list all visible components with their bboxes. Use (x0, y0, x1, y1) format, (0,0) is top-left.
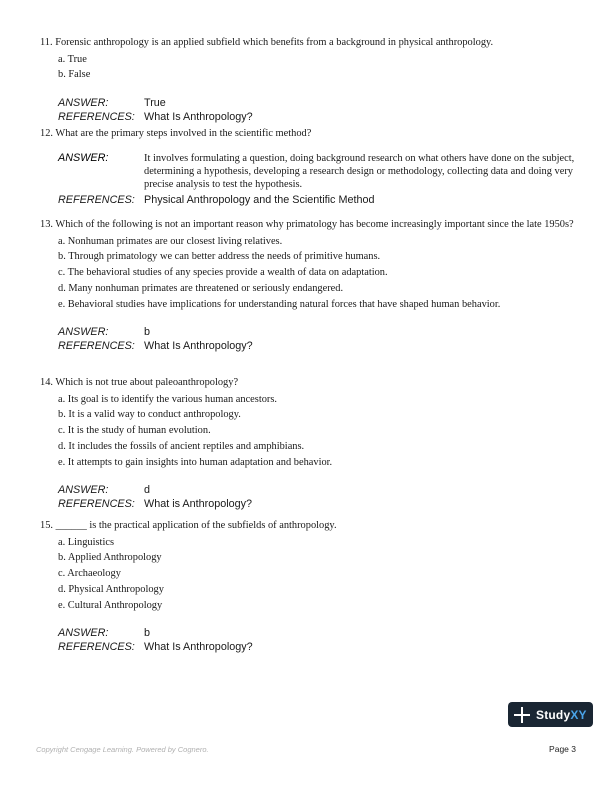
question-15 (40, 520, 580, 654)
answer-row (40, 626, 580, 640)
answer-value: b (144, 326, 151, 339)
answer-label: ANSWER: (58, 326, 109, 339)
answer-value: b (144, 627, 151, 640)
question-stem: 14. Which is not true about paleoanthropology? (40, 377, 239, 388)
question-11 (40, 37, 580, 124)
question-stem: 12. What are the primary steps involved in the scientific method? (40, 128, 312, 139)
answer-row (40, 152, 580, 191)
answer-value: True (144, 96, 166, 109)
answer-row (40, 325, 580, 339)
option-e: e. It attempts to gain insights into human adaptation and behavior. (58, 456, 333, 468)
references-value: What Is Anthropology? (144, 110, 253, 123)
option-a: a. Its goal is to identify the various human ancestors. (58, 393, 278, 405)
question-14 (40, 377, 580, 511)
option-b: b. Applied Anthropology (58, 552, 162, 564)
references-value: Physical Anthropology and the Scientific Method (144, 193, 375, 206)
option-c: c. It is the study of human evolution. (58, 425, 211, 437)
option-d: d. Physical Anthropology (58, 583, 164, 595)
option-a: a. Nonhuman primates are our closest living relatives. (58, 235, 283, 247)
option-e: e. Cultural Anthropology (58, 599, 163, 611)
answer-row (40, 96, 580, 110)
answer-row (40, 483, 580, 497)
question-stem: 15. ______ is the practical application of the subfields of anthropology. (40, 520, 337, 531)
answer-label: ANSWER: (58, 96, 109, 109)
references-value: What Is Anthropology? (144, 340, 253, 353)
page-number: Page 3 (549, 744, 576, 754)
plus-icon (514, 707, 530, 723)
option-c: c. Archaeology (58, 568, 121, 580)
question-stem: 11. Forensic anthropology is an applied subfield which benefits from a background in physical anthropology. (40, 37, 494, 48)
option-b: b. Through primatology we can better address the needs of primitive humans. (58, 251, 381, 263)
references-label: REFERENCES: (58, 193, 135, 206)
question-stem: 13. Which of the following is not an important reason why primatology has become increasingly important since the late 1950s? (40, 219, 574, 230)
question-12 (40, 128, 580, 207)
answer-label: ANSWER: (58, 151, 109, 164)
option-d: d. It includes the fossils of ancient reptiles and amphibians. (58, 440, 305, 452)
references-row (40, 640, 580, 654)
references-row (40, 339, 580, 353)
option-c: c. The behavioral studies of any species provide a wealth of data on adaptation. (58, 267, 388, 279)
references-label: REFERENCES: (58, 340, 135, 353)
references-label: REFERENCES: (58, 110, 135, 123)
badge-brand: StudyXY (536, 707, 587, 722)
option-d: d. Many nonhuman primates are threatened or seriously endangered. (58, 282, 344, 294)
answer-label: ANSWER: (58, 627, 109, 640)
answer-value: d (144, 484, 151, 497)
studyxy-badge[interactable] (508, 702, 593, 727)
copyright-footer: Copyright Cengage Learning. Powered by Cognero. (36, 745, 209, 754)
option-e: e. Behavioral studies have implications for understanding natural forces that have shaped human behavior. (58, 298, 501, 310)
answer-value: It involves formulating a question, doing background research on what others have done on the subject, determining a hypothesis, developing a research design or methodology, collecting data and doing very precise analysis to test the hypothesis. (144, 152, 575, 190)
option-b: b. It is a valid way to conduct anthropology. (58, 409, 241, 421)
references-label: REFERENCES: (58, 498, 135, 511)
references-row (40, 497, 580, 511)
answer-label: ANSWER: (58, 484, 109, 497)
option-a: a. Linguistics (58, 536, 114, 548)
references-row (40, 110, 580, 124)
references-value: What Is Anthropology? (144, 641, 253, 654)
option-b: b. False (58, 69, 91, 81)
references-value: What is Anthropology? (144, 498, 253, 511)
option-a: a. True (58, 53, 87, 65)
question-13 (40, 219, 580, 353)
references-row (40, 193, 580, 207)
references-label: REFERENCES: (58, 641, 135, 654)
